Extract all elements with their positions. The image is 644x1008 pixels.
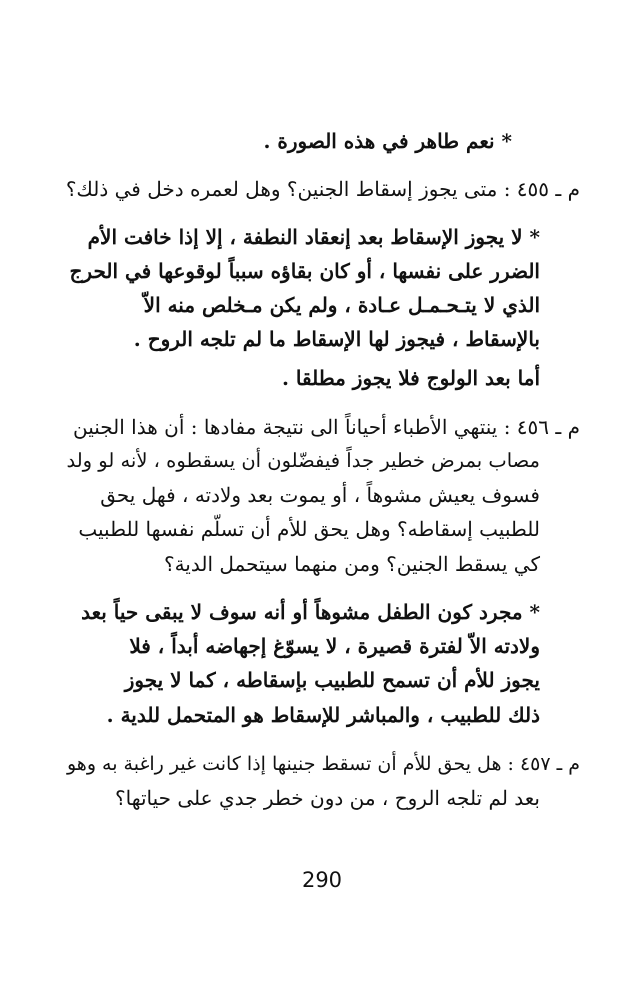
answer-line: يجوز للأم أن تسمح للطبيب بإسقاطه ، كما لا يجوز: [124, 668, 540, 692]
question-456-line: مصاب بمرض خطير جداً فيفضّلون أن يسقطوه ، لأنه لو ولد: [66, 449, 540, 472]
answer-line: ذلك للطبيب ، والمباشر للإسقاط هو المتحمل للدية .: [106, 703, 540, 727]
question-456-line: للطبيب إسقاطه؟ وهل يحق للأم أن تسلّم نفسها للطبيب: [78, 517, 540, 541]
question-457-line: بعد لم تلجه الروح ، من دون خطر جدي على حياتها؟: [115, 786, 540, 810]
question-455-line: م ـ ٤٥٥ : متى يجوز إسقاط الجنين؟ وهل لعمره دخل في ذلك؟: [65, 177, 580, 201]
answer-line: ولادته الاّ لفترة قصيرة ، لا يسوّغ إجهاضه أبداً ، فلا: [129, 634, 540, 658]
question-456-line: كي يسقط الجنين؟ ومن منهما سيتحمل الدية؟: [163, 552, 540, 576]
answer-line: الذي لا يتـحـمـل عـادة ، ولم يكن مـخلص منه الاّ: [143, 293, 540, 317]
question-457-line: م ـ ٤٥٧ : هل يحق للأم أن تسقط جنينها إذا كانت غير راغبة به وهو: [66, 753, 580, 775]
answer-line: * مجرد كون الطفل مشوهاً أو أنه سوف لا يبقى حياً بعد: [81, 600, 540, 624]
answer-line: الضرر على نفسها ، أو كان بقاؤه سبباً لوقوعها في الحرج: [69, 259, 540, 283]
page-number: 290: [301, 868, 343, 892]
question-456-line: م ـ ٤٥٦ : ينتهي الأطباء أحياناً الى نتيجة مفادها : أن هذا الجنين: [72, 415, 580, 439]
question-456-line: فسوف يعيش مشوهاً ، أو يموت بعد ولادته ، فهل يحق: [100, 483, 540, 507]
answer-line: بالإسقاط ، فيجوز لها الإسقاط ما لم تلجه الروح .: [133, 327, 540, 351]
answer-line: أما بعد الولوج فلا يجوز مطلقا .: [281, 366, 540, 390]
answer-line: * نعم طاهر في هذه الصورة .: [263, 129, 512, 153]
answer-line: * لا يجوز الإسقاط بعد إنعقاد النطفة ، إلا إذا خافت الأم: [87, 225, 540, 249]
